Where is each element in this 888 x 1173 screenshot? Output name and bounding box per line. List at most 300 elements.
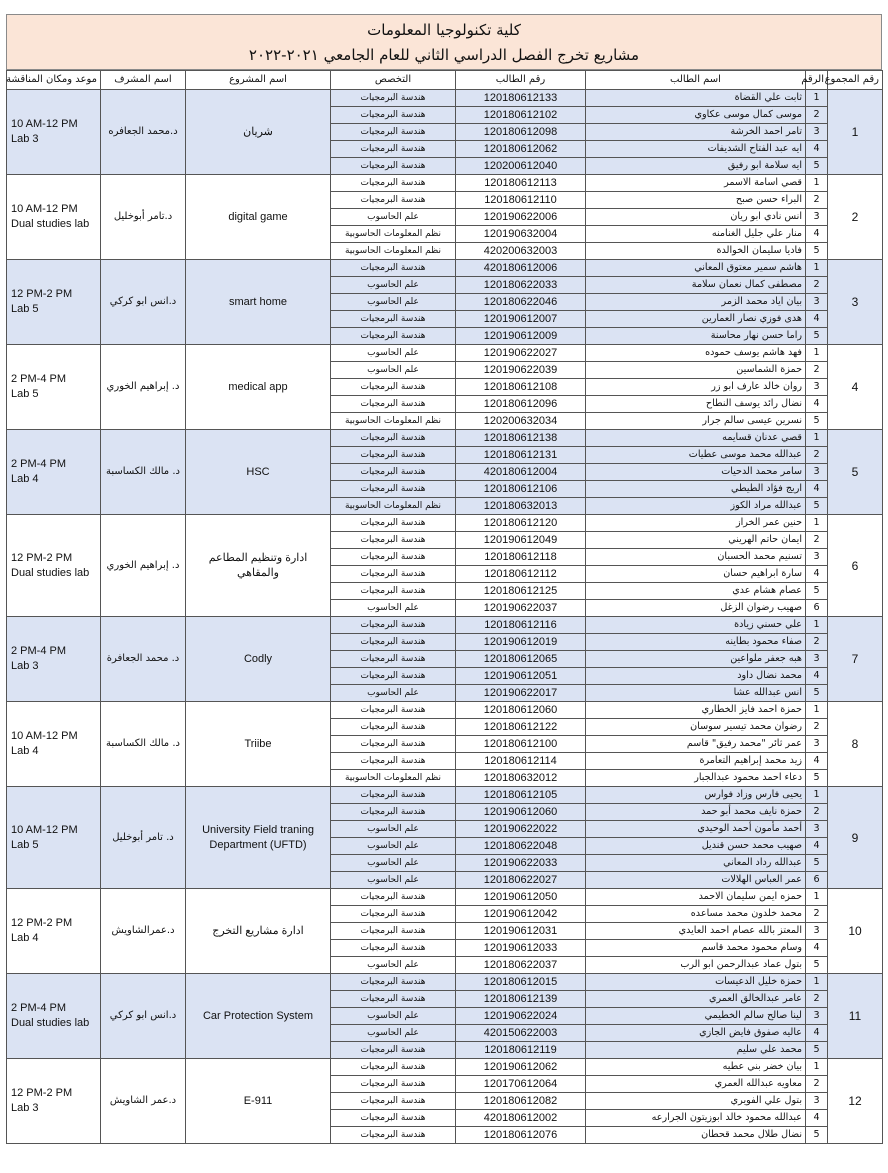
student-id: 120180612112 <box>456 566 586 583</box>
student-number: 1 <box>806 90 828 107</box>
project-name: Car Protection System <box>186 974 331 1059</box>
student-name: نضال رائد يوسف النطاح <box>586 396 806 413</box>
student-specialization: علم الحاسوب <box>331 821 456 838</box>
student-specialization: هندسة البرمجيات <box>331 634 456 651</box>
student-specialization: هندسة البرمجيات <box>331 889 456 906</box>
student-id: 120190612042 <box>456 906 586 923</box>
discussion-schedule <box>7 974 101 1059</box>
student-name: رضوان محمد تيسير سوسان <box>586 719 806 736</box>
student-id: 120180612082 <box>456 1093 586 1110</box>
student-name: بتول عماد عبدالرحمن ابو الرب <box>586 957 806 974</box>
student-specialization: هندسة البرمجيات <box>331 464 456 481</box>
student-specialization: هندسة البرمجيات <box>331 158 456 175</box>
student-specialization: هندسة البرمجيات <box>331 974 456 991</box>
student-number: 2 <box>806 107 828 124</box>
supervisor-name: د. محمد الجعافرة <box>101 617 186 702</box>
student-id: 120190632004 <box>456 226 586 243</box>
student-specialization: علم الحاسوب <box>331 838 456 855</box>
student-id: 420180612002 <box>456 1110 586 1127</box>
student-specialization: هندسة البرمجيات <box>331 532 456 549</box>
student-number: 6 <box>806 872 828 889</box>
discussion-place: Lab 5 <box>11 303 39 315</box>
student-specialization: هندسة البرمجيات <box>331 617 456 634</box>
discussion-time: 12 PM-2 PM <box>11 1087 73 1099</box>
header-number: الرقم <box>806 71 828 90</box>
header-schedule: موعد ومكان المناقشة <box>7 71 101 90</box>
student-name: عامر عبدالخالق العمري <box>586 991 806 1008</box>
student-name: ايمان حاتم الهريني <box>586 532 806 549</box>
student-specialization: هندسة البرمجيات <box>331 736 456 753</box>
student-name: قصي اسامة الاسمر <box>586 175 806 192</box>
group-number: 7 <box>828 617 883 702</box>
project-name: University Field traning Department (UFTD) <box>186 787 331 889</box>
group-number: 11 <box>828 974 883 1059</box>
student-name: سارة ابراهيم حسان <box>586 566 806 583</box>
student-number: 2 <box>806 532 828 549</box>
student-number: 3 <box>806 464 828 481</box>
student-specialization: نظم المعلومات الحاسوبية <box>331 498 456 515</box>
project-name: ادارة مشاريع التخرج <box>186 889 331 974</box>
student-number: 2 <box>806 719 828 736</box>
student-id: 120180612106 <box>456 481 586 498</box>
student-specialization: هندسة البرمجيات <box>331 311 456 328</box>
table-row <box>7 787 883 804</box>
table-row <box>7 175 883 192</box>
student-name: فاديا سليمان الخوالدة <box>586 243 806 260</box>
student-name: محمد علي سليم <box>586 1042 806 1059</box>
student-name: انس نادي ابو ريان <box>586 209 806 226</box>
student-name: راما حسن نهار محاسنة <box>586 328 806 345</box>
student-name: صفاء محمود بطاينه <box>586 634 806 651</box>
student-specialization: هندسة البرمجيات <box>331 175 456 192</box>
student-id: 120180612125 <box>456 583 586 600</box>
student-number: 1 <box>806 974 828 991</box>
student-specialization: هندسة البرمجيات <box>331 447 456 464</box>
student-id: 120180622048 <box>456 838 586 855</box>
header-specialization: التخصص <box>331 71 456 90</box>
student-specialization: هندسة البرمجيات <box>331 549 456 566</box>
student-number: 5 <box>806 685 828 702</box>
student-id: 120180612114 <box>456 753 586 770</box>
student-specialization: هندسة البرمجيات <box>331 379 456 396</box>
student-specialization: هندسة البرمجيات <box>331 1059 456 1076</box>
student-number: 3 <box>806 294 828 311</box>
student-number: 3 <box>806 651 828 668</box>
student-id: 120180612118 <box>456 549 586 566</box>
student-name: عبدالله محمود خالد ابوزيتون الجرارعه <box>586 1110 806 1127</box>
student-name: انس عبدالله عشا <box>586 685 806 702</box>
student-id: 120190622037 <box>456 600 586 617</box>
student-specialization: هندسة البرمجيات <box>331 787 456 804</box>
student-specialization: هندسة البرمجيات <box>331 90 456 107</box>
student-specialization: علم الحاسوب <box>331 1025 456 1042</box>
student-name: علي حسني زيادة <box>586 617 806 634</box>
student-id: 120180612065 <box>456 651 586 668</box>
group-number: 8 <box>828 702 883 787</box>
student-id: 120180612062 <box>456 141 586 158</box>
student-name: تسنيم محمد الحسبان <box>586 549 806 566</box>
student-number: 5 <box>806 498 828 515</box>
supervisor-name: د. إبراهيم الخوري <box>101 515 186 617</box>
student-specialization: نظم المعلومات الحاسوبية <box>331 413 456 430</box>
student-name: دعاء احمد محمود عبدالجبار <box>586 770 806 787</box>
group-number: 5 <box>828 430 883 515</box>
student-id: 120180622037 <box>456 957 586 974</box>
discussion-schedule <box>7 90 101 175</box>
student-name: عمر العباس الهلالات <box>586 872 806 889</box>
student-id: 120180622027 <box>456 872 586 889</box>
discussion-schedule <box>7 345 101 430</box>
student-number: 4 <box>806 1025 828 1042</box>
schedule-sheet <box>6 14 882 1144</box>
student-name: صهيب رضوان الزغل <box>586 600 806 617</box>
student-number: 1 <box>806 1059 828 1076</box>
student-name: روان خالد عارف ابو زر <box>586 379 806 396</box>
group-number: 9 <box>828 787 883 889</box>
student-id: 120180612113 <box>456 175 586 192</box>
group-number: 1 <box>828 90 883 175</box>
student-specialization: نظم المعلومات الحاسوبية <box>331 226 456 243</box>
student-number: 2 <box>806 991 828 1008</box>
student-name: حمزة احمد فايز الخطاري <box>586 702 806 719</box>
project-name: smart home <box>186 260 331 345</box>
discussion-schedule <box>7 260 101 345</box>
discussion-place: Lab 3 <box>11 660 39 672</box>
student-name: صهيب محمد حسن قنديل <box>586 838 806 855</box>
discussion-place: Dual studies lab <box>11 218 90 230</box>
student-id: 120190612033 <box>456 940 586 957</box>
table-row <box>7 974 883 991</box>
discussion-time: 2 PM-4 PM <box>11 458 67 470</box>
student-specialization: هندسة البرمجيات <box>331 141 456 158</box>
student-number: 4 <box>806 940 828 957</box>
discussion-schedule <box>7 702 101 787</box>
discussion-schedule <box>7 617 101 702</box>
supervisor-name: د.انس ابو كركي <box>101 974 186 1059</box>
student-id: 120180612096 <box>456 396 586 413</box>
student-name: سامر محمد الدحيات <box>586 464 806 481</box>
student-number: 4 <box>806 141 828 158</box>
student-name: زيد محمد إبراهيم التعامرة <box>586 753 806 770</box>
student-name: عصام هشام عدي <box>586 583 806 600</box>
student-id: 120190612050 <box>456 889 586 906</box>
student-specialization: هندسة البرمجيات <box>331 107 456 124</box>
discussion-schedule <box>7 430 101 515</box>
student-number: 3 <box>806 209 828 226</box>
student-number: 4 <box>806 226 828 243</box>
student-number: 4 <box>806 838 828 855</box>
student-specialization: هندسة البرمجيات <box>331 651 456 668</box>
student-number: 3 <box>806 124 828 141</box>
student-number: 3 <box>806 1093 828 1110</box>
student-specialization: علم الحاسوب <box>331 855 456 872</box>
discussion-place: Dual studies lab <box>11 566 90 579</box>
student-name: عاليه صفوق فايض الجازي <box>586 1025 806 1042</box>
student-number: 2 <box>806 362 828 379</box>
student-number: 5 <box>806 855 828 872</box>
header-student-name: اسم الطالب <box>586 71 806 90</box>
group-number: 6 <box>828 515 883 617</box>
student-specialization: هندسة البرمجيات <box>331 583 456 600</box>
project-name: E-911 <box>186 1059 331 1144</box>
student-name: حمزة الشماسين <box>586 362 806 379</box>
student-number: 1 <box>806 889 828 906</box>
student-id: 120180612138 <box>456 430 586 447</box>
student-number: 1 <box>806 702 828 719</box>
student-id: 120180612131 <box>456 447 586 464</box>
student-specialization: نظم المعلومات الحاسوبية <box>331 243 456 260</box>
student-id: 120190622022 <box>456 821 586 838</box>
student-name: يحيى فارس وزاد فوارس <box>586 787 806 804</box>
student-name: قصي عدنان قسايمه <box>586 430 806 447</box>
student-id: 120180612015 <box>456 974 586 991</box>
page-subtitle: مشاريع تخرج الفصل الدراسي الثاني للعام الجامعي ٢٠٢١-٢٠٢٢ <box>248 46 640 64</box>
discussion-time: 12 PM-2 PM <box>11 917 73 929</box>
student-number: 3 <box>806 923 828 940</box>
student-id: 120180612139 <box>456 991 586 1008</box>
student-id: 120190612007 <box>456 311 586 328</box>
student-specialization: هندسة البرمجيات <box>331 804 456 821</box>
table-row <box>7 889 883 906</box>
group-number: 3 <box>828 260 883 345</box>
page-title: كلية تكنولوجيا المعلومات <box>367 21 521 39</box>
discussion-place: Lab 4 <box>11 932 39 944</box>
student-name: محمد نضال داود <box>586 668 806 685</box>
table-body <box>7 90 883 1144</box>
student-specialization: هندسة البرمجيات <box>331 328 456 345</box>
discussion-schedule <box>7 175 101 260</box>
discussion-schedule <box>7 889 101 974</box>
student-name: هدى فوزي نصار العمارين <box>586 311 806 328</box>
student-id: 120190622033 <box>456 855 586 872</box>
student-number: 1 <box>806 430 828 447</box>
supervisor-name: د.تامر أبوخليل <box>101 175 186 260</box>
student-number: 4 <box>806 311 828 328</box>
discussion-time: 2 PM-4 PM <box>11 645 67 657</box>
student-number: 4 <box>806 566 828 583</box>
student-id: 120190612060 <box>456 804 586 821</box>
student-specialization: علم الحاسوب <box>331 345 456 362</box>
student-id: 120180612133 <box>456 90 586 107</box>
student-id: 120180612108 <box>456 379 586 396</box>
project-name: medical app <box>186 345 331 430</box>
student-id: 120180612076 <box>456 1127 586 1144</box>
project-name: شريان <box>186 90 331 175</box>
discussion-place: Dual studies lab <box>11 1017 90 1029</box>
student-id: 420150622003 <box>456 1025 586 1042</box>
supervisor-name: د.محمد الجعافره <box>101 90 186 175</box>
student-number: 1 <box>806 617 828 634</box>
student-specialization: علم الحاسوب <box>331 872 456 889</box>
student-number: 5 <box>806 158 828 175</box>
student-number: 5 <box>806 770 828 787</box>
student-number: 5 <box>806 243 828 260</box>
student-specialization: هندسة البرمجيات <box>331 668 456 685</box>
table-row <box>7 617 883 634</box>
student-name: لينا صالح سالم الخطيمي <box>586 1008 806 1025</box>
discussion-schedule <box>7 1059 101 1144</box>
student-name: نضال طلال محمد قحطان <box>586 1127 806 1144</box>
student-specialization: هندسة البرمجيات <box>331 702 456 719</box>
student-specialization: هندسة البرمجيات <box>331 1110 456 1127</box>
student-name: عبدالله مراد الكوز <box>586 498 806 515</box>
discussion-time: 12 PM-2 PM <box>11 551 73 564</box>
table-header-row <box>7 71 883 90</box>
student-number: 1 <box>806 787 828 804</box>
student-number: 5 <box>806 957 828 974</box>
discussion-schedule <box>7 515 101 617</box>
supervisor-name: د.عمرالشاويش <box>101 889 186 974</box>
student-specialization: علم الحاسوب <box>331 362 456 379</box>
student-number: 5 <box>806 1042 828 1059</box>
student-number: 3 <box>806 379 828 396</box>
student-number: 2 <box>806 804 828 821</box>
group-number: 2 <box>828 175 883 260</box>
discussion-time: 10 AM-12 PM <box>11 203 78 215</box>
discussion-place: Lab 3 <box>11 133 39 145</box>
student-number: 1 <box>806 175 828 192</box>
student-specialization: هندسة البرمجيات <box>331 430 456 447</box>
student-id: 120180612116 <box>456 617 586 634</box>
student-name: حنين عمر الخراز <box>586 515 806 532</box>
table-row <box>7 430 883 447</box>
student-name: عبدالله رداد المعاني <box>586 855 806 872</box>
student-id: 120180612060 <box>456 702 586 719</box>
student-id: 120180612100 <box>456 736 586 753</box>
discussion-place: Lab 4 <box>11 745 39 757</box>
student-id: 120180612098 <box>456 124 586 141</box>
student-id: 120190622039 <box>456 362 586 379</box>
student-name: المعتز بالله عصام احمد العايدي <box>586 923 806 940</box>
student-id: 120180612105 <box>456 787 586 804</box>
student-specialization: نظم المعلومات الحاسوبية <box>331 770 456 787</box>
student-name: معاويه عبدالله العمري <box>586 1076 806 1093</box>
discussion-place: Lab 4 <box>11 473 39 485</box>
student-name: عبدالله محمد موسى عطيات <box>586 447 806 464</box>
student-specialization: هندسة البرمجيات <box>331 753 456 770</box>
student-number: 1 <box>806 260 828 277</box>
student-number: 2 <box>806 277 828 294</box>
discussion-time: 10 AM-12 PM <box>11 730 78 742</box>
student-specialization: علم الحاسوب <box>331 957 456 974</box>
student-id: 120190622024 <box>456 1008 586 1025</box>
student-number: 2 <box>806 906 828 923</box>
student-specialization: هندسة البرمجيات <box>331 396 456 413</box>
student-id: 120180612102 <box>456 107 586 124</box>
student-name: ثابت علي القضاة <box>586 90 806 107</box>
student-specialization: هندسة البرمجيات <box>331 124 456 141</box>
student-name: هاشم سمير معتوق المعاني <box>586 260 806 277</box>
student-specialization: هندسة البرمجيات <box>331 260 456 277</box>
discussion-time: 2 PM-4 PM <box>11 1002 67 1014</box>
student-specialization: هندسة البرمجيات <box>331 566 456 583</box>
group-number: 4 <box>828 345 883 430</box>
student-number: 5 <box>806 1127 828 1144</box>
student-specialization: هندسة البرمجيات <box>331 1042 456 1059</box>
discussion-place: Lab 5 <box>11 838 39 851</box>
student-specialization: هندسة البرمجيات <box>331 1093 456 1110</box>
student-number: 3 <box>806 1008 828 1025</box>
student-specialization: هندسة البرمجيات <box>331 515 456 532</box>
student-id: 120190612009 <box>456 328 586 345</box>
student-number: 4 <box>806 1110 828 1127</box>
discussion-time: 2 PM-4 PM <box>11 373 67 385</box>
student-specialization: هندسة البرمجيات <box>331 1127 456 1144</box>
student-specialization: علم الحاسوب <box>331 1008 456 1025</box>
table-row <box>7 90 883 107</box>
student-id: 120190612049 <box>456 532 586 549</box>
project-name: Codly <box>186 617 331 702</box>
student-number: 6 <box>806 600 828 617</box>
student-id: 120180612119 <box>456 1042 586 1059</box>
student-name: عمر ثائر "محمد رفيق" قاسم <box>586 736 806 753</box>
student-name: أحمد مأمون أحمد الوحيدي <box>586 821 806 838</box>
student-name: حمزه ايمن سليمان الاحمد <box>586 889 806 906</box>
header-project: اسم المشروع <box>186 71 331 90</box>
discussion-time: 12 PM-2 PM <box>11 288 73 300</box>
student-number: 3 <box>806 549 828 566</box>
student-name: محمد خلدون محمد مساعده <box>586 906 806 923</box>
student-id: 120190622027 <box>456 345 586 362</box>
student-specialization: علم الحاسوب <box>331 600 456 617</box>
student-specialization: هندسة البرمجيات <box>331 906 456 923</box>
student-name: بيان خضر بني عطيه <box>586 1059 806 1076</box>
header-group: رقم المجموع <box>828 71 883 90</box>
student-id: 420200632003 <box>456 243 586 260</box>
student-name: حمزة خليل الدعيسات <box>586 974 806 991</box>
student-number: 5 <box>806 583 828 600</box>
student-specialization: هندسة البرمجيات <box>331 192 456 209</box>
student-specialization: علم الحاسوب <box>331 685 456 702</box>
student-specialization: هندسة البرمجيات <box>331 481 456 498</box>
student-name: بتول علي الفويري <box>586 1093 806 1110</box>
student-number: 1 <box>806 515 828 532</box>
student-number: 2 <box>806 1076 828 1093</box>
student-id: 120190612019 <box>456 634 586 651</box>
discussion-schedule <box>7 787 101 889</box>
table-row <box>7 345 883 362</box>
student-number: 3 <box>806 821 828 838</box>
group-number: 10 <box>828 889 883 974</box>
student-name: فهد هاشم يوسف حموده <box>586 345 806 362</box>
table-row <box>7 1059 883 1076</box>
student-name: موسى كمال موسى عكاوي <box>586 107 806 124</box>
discussion-place: Lab 5 <box>11 388 39 400</box>
student-name: منار علي جليل الغنامنه <box>586 226 806 243</box>
student-specialization: هندسة البرمجيات <box>331 940 456 957</box>
student-number: 4 <box>806 753 828 770</box>
table-row <box>7 515 883 532</box>
student-name: تامر احمد الخرشة <box>586 124 806 141</box>
student-number: 3 <box>806 736 828 753</box>
student-name: وسام محمود محمد قاسم <box>586 940 806 957</box>
student-number: 5 <box>806 328 828 345</box>
student-id: 120180612110 <box>456 192 586 209</box>
supervisor-name: د. تامر أبوخليل <box>101 787 186 889</box>
student-id: 420180612004 <box>456 464 586 481</box>
student-name: هبه جعفر ملواعين <box>586 651 806 668</box>
projects-table <box>6 70 883 1144</box>
student-number: 2 <box>806 192 828 209</box>
student-specialization: علم الحاسوب <box>331 294 456 311</box>
table-row <box>7 702 883 719</box>
student-specialization: علم الحاسوب <box>331 209 456 226</box>
student-id: 120190612031 <box>456 923 586 940</box>
supervisor-name: د. مالك الكساسبة <box>101 702 186 787</box>
discussion-place: Lab 3 <box>11 1102 39 1114</box>
student-id: 120180632012 <box>456 770 586 787</box>
student-specialization: هندسة البرمجيات <box>331 1076 456 1093</box>
